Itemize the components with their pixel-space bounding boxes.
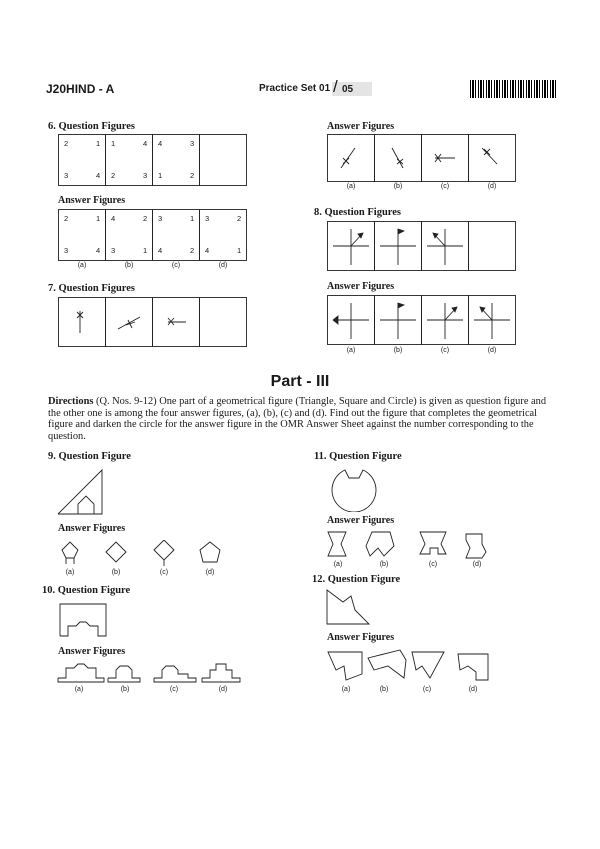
q6-q3-tl: 4 [158, 139, 163, 148]
q6-q2-tr: 4 [143, 139, 148, 148]
q11-a-fig-b [366, 532, 394, 556]
q6-q2-bl: 2 [111, 171, 116, 180]
q12-label-a: (a) [341, 686, 351, 693]
q12-a-fig-b [368, 650, 406, 678]
q12-answer-title: Answer Figures [327, 632, 395, 643]
q10-title: 10. Question Figure [42, 585, 131, 596]
q6-a4-tl: 3 [205, 214, 210, 223]
q7-label-a: (a) [346, 183, 356, 190]
q8-label-d: (d) [487, 347, 497, 354]
q6-q1-bl: 3 [64, 171, 69, 180]
directions-lead: Directions [48, 396, 94, 407]
q11-label-a: (a) [333, 561, 343, 568]
q6-q3-br: 2 [190, 171, 195, 180]
q10-a-fig-d [202, 664, 240, 682]
q6-a2-tl: 4 [111, 214, 116, 223]
q6-q3-bl: 1 [158, 171, 163, 180]
q12-a-fig-c [412, 652, 444, 678]
q7-answer-figures [327, 134, 517, 182]
q7-a-fig-c [435, 154, 455, 162]
q8-title: 8. Question Figures [314, 207, 402, 218]
q11-a-fig-a [328, 532, 346, 556]
q6-question-figure-4 [200, 135, 247, 186]
q6-a2-bl: 3 [111, 246, 116, 255]
q7-label-d: (d) [487, 183, 497, 190]
q8-answer-title: Answer Figures [327, 281, 395, 292]
q6-a1-tr: 1 [96, 214, 101, 223]
q6-a3-tl: 3 [158, 214, 163, 223]
q9-a-fig-c [154, 540, 174, 566]
slash-divider: / [333, 77, 338, 96]
q6-label-d: (d) [218, 262, 228, 269]
q9-label-d: (d) [205, 569, 215, 576]
q6-question-figures [58, 134, 248, 186]
q10-a-fig-a [58, 664, 104, 682]
q11-answer-figures [326, 530, 496, 560]
q10-label-c: (c) [169, 686, 179, 693]
q7-a-fig-b [392, 148, 403, 168]
q7-q-fig-2 [118, 317, 140, 329]
q7-a-fig-d [482, 148, 497, 164]
q12-label-b: (b) [379, 686, 389, 693]
q10-answer-title: Answer Figures [58, 646, 126, 657]
q12-label-c: (c) [422, 686, 432, 693]
q9-title: 9. Question Figure [48, 451, 131, 462]
q6-q2-tl: 1 [111, 139, 116, 148]
q6-label-b: (b) [124, 262, 134, 269]
directions-body: (Q. Nos. 9-12) One part of a geometrical figure (Triangle, Square and Circle) is given as question figure and the other one is among the four answer figures, (a), (b), (c) and (d). Find out the figure that completes the geometrical figure and darken the circle for the answer figure in the OMR Answer Sheet against the number corresponding to the question. [48, 396, 547, 442]
q8-label-c: (c) [440, 347, 450, 354]
q7-q-fig-1 [77, 311, 83, 333]
q12-a-fig-d [458, 654, 488, 680]
q6-q3-tr: 3 [190, 139, 195, 148]
q8-question-figures [327, 221, 517, 271]
q10-question-figure [58, 602, 110, 638]
q8-label-a: (a) [346, 347, 356, 354]
page-number: 05 [342, 84, 354, 95]
q7-label-c: (c) [440, 183, 450, 190]
q12-a-fig-a [328, 652, 362, 680]
q11-label-b: (b) [379, 561, 389, 568]
q6-a1-br: 4 [96, 246, 101, 255]
q8-q-fig-3 [427, 229, 463, 265]
q8-q-fig-2 [380, 229, 416, 265]
q9-a-fig-a [62, 542, 78, 564]
q10-a-fig-c [154, 666, 196, 682]
q9-a-fig-b [106, 542, 126, 562]
q8-q-fig-1 [333, 229, 369, 265]
q11-question-figure [325, 466, 379, 512]
q6-answer-title: Answer Figures [58, 195, 126, 206]
q8-a-fig-c [427, 303, 463, 339]
q7-answer-title: Answer Figures [327, 121, 395, 132]
q6-a2-tr: 2 [143, 214, 148, 223]
q6-q2-br: 3 [143, 171, 148, 180]
q6-a4-bl: 4 [205, 246, 210, 255]
part-title: Part - III [270, 373, 330, 390]
q9-label-c: (c) [159, 569, 169, 576]
q7-question-figures [58, 297, 248, 347]
q6-a1-tl: 2 [64, 214, 69, 223]
q7-label-b: (b) [393, 183, 403, 190]
q8-answer-figures [327, 295, 517, 345]
q8-a-fig-b [380, 303, 416, 339]
q11-title: 11. Question Figure [314, 451, 402, 462]
q6-answer-figures [58, 209, 248, 261]
q11-label-c: (c) [428, 561, 438, 568]
q9-a-fig-d [200, 542, 220, 562]
q6-label-a: (a) [77, 262, 87, 269]
q10-label-d: (d) [218, 686, 228, 693]
q6-a4-br: 1 [237, 246, 242, 255]
q9-question-figure [56, 468, 116, 516]
q7-title: 7. Question Figures [48, 283, 136, 294]
q6-a3-tr: 1 [190, 214, 195, 223]
q6-q1-tr: 1 [96, 139, 101, 148]
barcode [470, 80, 558, 98]
practice-set-label: Practice Set 01 [259, 83, 331, 94]
q6-title: 6. Question Figures [48, 121, 136, 132]
q12-answer-figures [326, 648, 506, 684]
directions-text [48, 396, 558, 442]
q9-answer-title: Answer Figures [58, 523, 126, 534]
q11-label-d: (d) [472, 561, 482, 568]
q8-a-fig-a [333, 303, 369, 339]
q10-a-fig-b [108, 666, 140, 682]
q7-q-fig-3 [168, 318, 186, 325]
q9-label-b: (b) [111, 569, 121, 576]
q8-label-b: (b) [393, 347, 403, 354]
q7-a-fig-a [341, 148, 355, 168]
q9-answer-figures [56, 540, 226, 568]
q11-answer-title: Answer Figures [327, 515, 395, 526]
q11-a-fig-d [466, 534, 486, 558]
q12-label-d: (d) [468, 686, 478, 693]
exam-code: J20HIND - A [46, 82, 115, 96]
q6-label-c: (c) [171, 262, 181, 269]
q6-q1-br: 4 [96, 171, 101, 180]
q6-a3-bl: 4 [158, 246, 163, 255]
q6-a4-tr: 2 [237, 214, 242, 223]
q10-label-b: (b) [120, 686, 130, 693]
q10-answer-figures [56, 660, 256, 684]
q6-a3-br: 2 [190, 246, 195, 255]
q10-label-a: (a) [74, 686, 84, 693]
q12-question-figure [325, 588, 373, 628]
q8-a-fig-d [474, 303, 510, 339]
q12-title: 12. Question Figure [312, 574, 401, 585]
q11-a-fig-c [420, 532, 446, 554]
q6-a2-br: 1 [143, 246, 148, 255]
q9-label-a: (a) [65, 569, 75, 576]
q6-a1-bl: 3 [64, 246, 69, 255]
q6-q1-tl: 2 [64, 139, 69, 148]
